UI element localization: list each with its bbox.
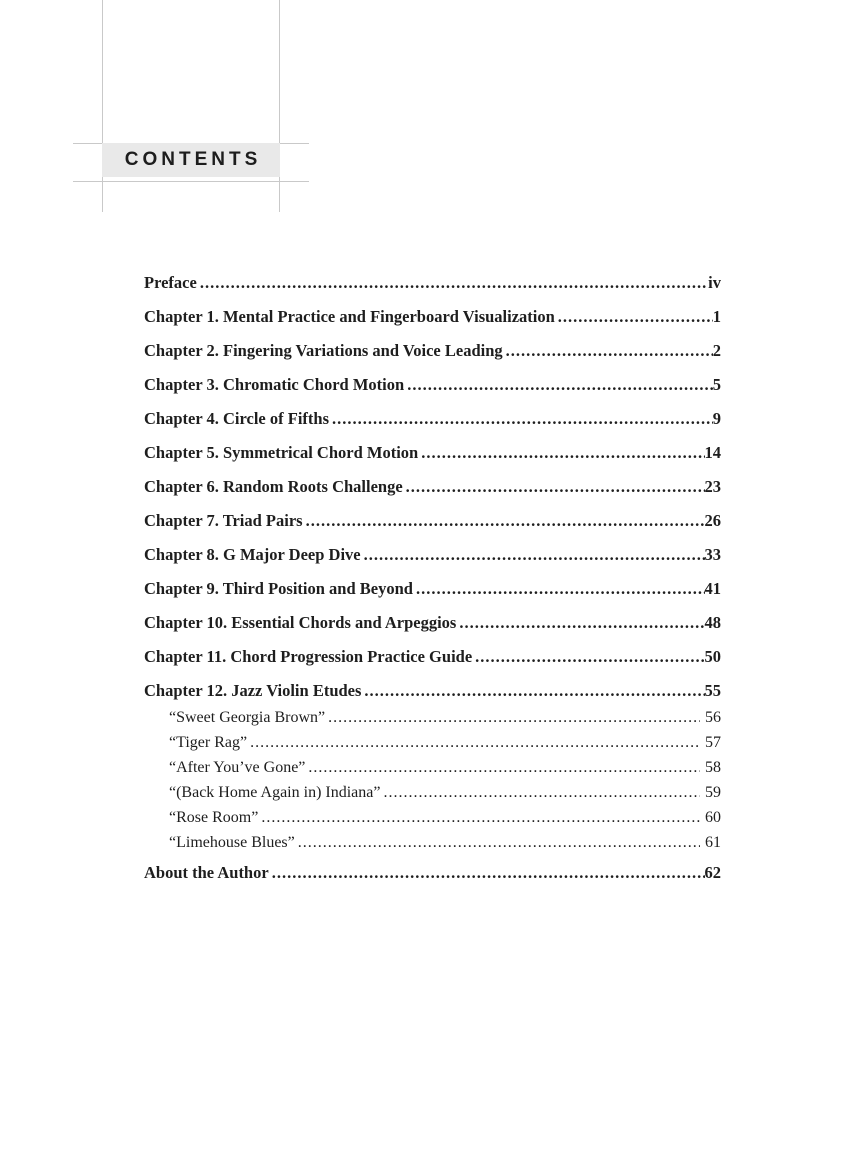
toc-entry [144,680,721,702]
toc-entry-page: 50 [704,647,721,666]
toc-entry-label: Chapter 9. Third Position and Beyond [144,579,413,598]
toc-entry-page: 62 [704,863,721,882]
toc-entry-page: 14 [704,443,721,462]
toc-entry-label: “Limehouse Blues” [169,834,295,851]
toc-entry-label: Chapter 8. G Major Deep Dive [144,545,361,564]
toc-entry [144,340,721,362]
toc-entry-page: 5 [712,375,721,394]
toc-entry-label: “Tiger Rag” [169,734,248,751]
toc-entry [144,272,721,294]
toc-dot-leader [197,272,708,294]
toc-entry-page: 23 [704,477,721,496]
toc-entry-page: 60 [705,809,721,826]
toc-list [144,272,721,896]
toc-entry-label: Chapter 7. Triad Pairs [144,511,303,530]
toc-entry-page: iv [708,273,721,292]
toc-dot-leader [380,783,700,803]
toc-entry-page: 56 [705,709,721,726]
toc-dot-leader [361,680,704,702]
toc-entry-page: 48 [704,613,721,632]
toc-entry-label: “After You’ve Gone” [169,759,306,776]
toc-dot-leader [361,544,705,566]
toc-entry-label: Chapter 4. Circle of Fifths [144,409,329,428]
toc-entry-label: Preface [144,273,197,292]
toc-entry-page: 41 [704,579,721,598]
toc-entry-page: 57 [705,734,721,751]
toc-entry-page: 61 [705,834,721,851]
toc-entry [144,578,721,600]
toc-dot-leader [413,578,705,600]
toc-entry [144,442,721,464]
toc-entry-page: 55 [704,681,721,700]
toc-dot-leader [472,646,704,668]
toc-dot-leader [303,510,705,532]
toc-entry [144,408,721,430]
toc-dot-leader [403,476,705,498]
toc-dot-leader [258,808,700,828]
toc-entry-page: 33 [704,545,721,564]
toc-entry-label: Chapter 11. Chord Progression Practice Guide [144,647,473,666]
toc-entry [144,544,721,566]
toc-entry-label: About the Author [144,863,269,882]
toc-entry [144,476,721,498]
toc-entry-page: 9 [712,409,721,428]
toc-dot-leader [305,758,700,778]
toc-entry [144,374,721,396]
contents-header-box [102,143,280,177]
toc-entry [144,708,721,728]
toc-entry-label: Chapter 10. Essential Chords and Arpeggios [144,613,457,632]
toc-dot-leader [555,306,713,328]
toc-entry [144,808,721,828]
toc-entry [144,733,721,753]
toc-entry-page: 58 [705,759,721,776]
toc-entry-label: Chapter 5. Symmetrical Chord Motion [144,443,419,462]
toc-entry [144,306,721,328]
toc-entry-label: “Rose Room” [169,809,259,826]
toc-entry [144,783,721,803]
page-title: CONTENTS [124,149,262,170]
toc-entry-label: Chapter 2. Fingering Variations and Voice Leading [144,341,503,360]
toc-dot-leader [456,612,704,634]
toc-dot-leader [503,340,713,362]
toc-entry-page: 1 [712,307,721,326]
toc-entry [144,833,721,853]
toc-entry-label: “Sweet Georgia Brown” [169,709,326,726]
toc-dot-leader [269,862,705,884]
toc-entry [144,758,721,778]
toc-dot-leader [418,442,704,464]
toc-dot-leader [404,374,713,396]
toc-entry-label: Chapter 1. Mental Practice and Fingerboard Visualization [144,307,555,326]
toc-entry-label: Chapter 12. Jazz Violin Etudes [144,681,362,700]
toc-entry-label: Chapter 6. Random Roots Challenge [144,477,403,496]
toc-dot-leader [247,733,700,753]
toc-entry-page: 2 [712,341,721,360]
toc-dot-leader [295,833,700,853]
toc-entry-label: “(Back Home Again in) Indiana” [169,784,381,801]
toc-dot-leader [329,408,713,430]
toc-entry [144,510,721,532]
toc-entry-page: 26 [704,511,721,530]
toc-entry-label: Chapter 3. Chromatic Chord Motion [144,375,405,394]
toc-entry [144,612,721,634]
toc-entry [144,646,721,668]
decorative-horizontal-rule-bottom [73,181,309,182]
toc-entry-page: 59 [705,784,721,801]
toc-entry [144,862,721,884]
toc-dot-leader [325,708,700,728]
